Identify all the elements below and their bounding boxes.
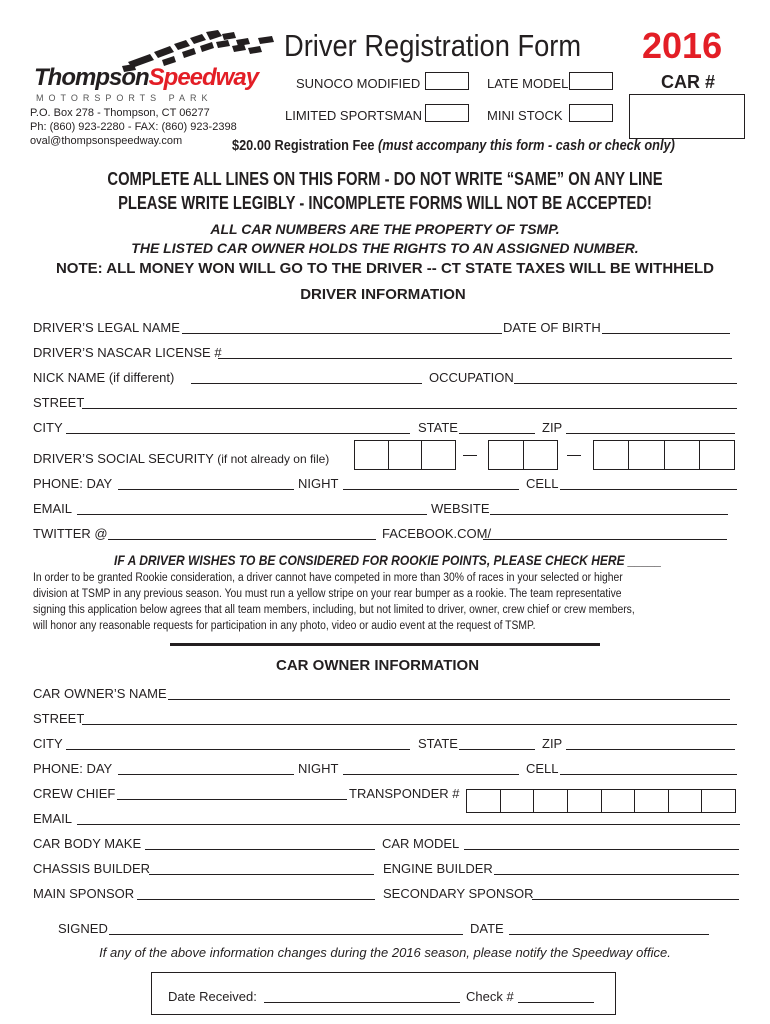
- driver-state-field[interactable]: [459, 433, 535, 434]
- driver-street-field[interactable]: [82, 408, 737, 409]
- driver-nickname-field[interactable]: [191, 383, 422, 384]
- owner-state-label: STATE: [418, 736, 458, 751]
- driver-occupation-label: OCCUPATION: [429, 370, 514, 385]
- phone-fax: Ph: (860) 923-2280 - FAX: (860) 923-2398: [30, 121, 237, 133]
- owner-phone-day-field[interactable]: [118, 774, 294, 775]
- driver-website-field[interactable]: [490, 514, 728, 515]
- driver-ssn-serial-field[interactable]: [593, 440, 735, 470]
- rookie-text-line-4: will honor any reasonable requests for participation in any photo, video or audio event at the request of TSMP.: [33, 620, 536, 632]
- driver-zip-label: ZIP: [542, 420, 563, 435]
- class-mini-stock-label: MINI STOCK: [487, 108, 563, 123]
- check-number-field[interactable]: [518, 1002, 594, 1003]
- notice-car-owner-rights: THE LISTED CAR OWNER HOLDS THE RIGHTS TO AN ASSIGNED NUMBER.: [131, 240, 639, 256]
- form-year: 2016: [642, 25, 723, 66]
- owner-main-sponsor-field[interactable]: [137, 899, 375, 900]
- driver-phone-day-label: PHONE: DAY: [33, 476, 113, 491]
- class-sunoco-modified-checkbox[interactable]: [425, 72, 469, 90]
- owner-transponder-field[interactable]: [466, 789, 736, 813]
- owner-body-make-label: CAR BODY MAKE: [33, 836, 142, 851]
- driver-email-label: EMAIL: [33, 501, 73, 516]
- driver-ssn-text: DRIVER’S SOCIAL SECURITY: [33, 451, 214, 466]
- owner-main-sponsor-label: MAIN SPONSOR: [33, 886, 135, 901]
- class-late-model-label: LATE MODEL: [487, 76, 569, 91]
- owner-crew-chief-field[interactable]: [117, 799, 347, 800]
- driver-zip-field[interactable]: [566, 433, 735, 434]
- owner-car-model-label: CAR MODEL: [382, 836, 460, 851]
- class-late-model-checkbox[interactable]: [569, 72, 613, 90]
- signature-date-label: DATE: [470, 921, 504, 936]
- owner-city-field[interactable]: [66, 749, 410, 750]
- signed-label: SIGNED: [58, 921, 108, 936]
- ssn-dash-icon: [567, 455, 581, 456]
- class-mini-stock-checkbox[interactable]: [569, 104, 613, 122]
- rookie-text-line-2: division at TSMP in any previous season. You must run a yellow stripe on your rear bumper as a rookie. The team representative: [33, 588, 622, 600]
- car-number-box[interactable]: [629, 94, 745, 139]
- logo-subtitle: MOTORSPORTS PARK: [36, 93, 213, 103]
- owner-engine-label: ENGINE BUILDER: [383, 861, 493, 876]
- class-limited-sportsman-label: LIMITED SPORTSMAN: [285, 108, 423, 123]
- driver-legal-name-field[interactable]: [182, 333, 502, 334]
- driver-phone-day-field[interactable]: [118, 489, 294, 490]
- driver-email-field[interactable]: [77, 514, 427, 515]
- driver-nickname-label: NICK NAME (if different): [33, 370, 175, 385]
- class-limited-sportsman-checkbox[interactable]: [425, 104, 469, 122]
- driver-cell-field[interactable]: [560, 489, 737, 490]
- date-received-label: Date Received:: [168, 989, 257, 1004]
- driver-facebook-field[interactable]: [483, 539, 727, 540]
- driver-ssn-note: (if not already on file): [217, 452, 330, 466]
- notice-write-legibly: PLEASE WRITE LEGIBLY - INCOMPLETE FORMS WILL NOT BE ACCEPTED!: [118, 193, 652, 213]
- owner-night-field[interactable]: [343, 774, 519, 775]
- driver-city-label: CITY: [33, 420, 63, 435]
- notice-money-won: NOTE: ALL MONEY WON WILL GO TO THE DRIVER -- CT STATE TAXES WILL BE WITHHELD: [55, 260, 715, 277]
- logo-name-part-1: Thompson: [34, 64, 149, 91]
- driver-ssn-group-field[interactable]: [488, 440, 558, 470]
- owner-chassis-label: CHASSIS BUILDER: [33, 861, 151, 876]
- driver-ssn-label: [33, 452, 329, 465]
- date-received-field[interactable]: [264, 1002, 460, 1003]
- owner-engine-field[interactable]: [494, 874, 739, 875]
- owner-state-field[interactable]: [459, 749, 535, 750]
- owner-street-label: STREET: [33, 711, 85, 726]
- driver-website-label: WEBSITE: [431, 501, 490, 516]
- ssn-dash-icon: [463, 455, 477, 456]
- owner-email-field[interactable]: [77, 824, 740, 825]
- owner-info-heading: CAR OWNER INFORMATION: [276, 657, 480, 674]
- notice-car-numbers: ALL CAR NUMBERS ARE THE PROPERTY OF TSMP.: [210, 221, 560, 237]
- signature-date-field[interactable]: [509, 934, 709, 935]
- notice-complete-lines: COMPLETE ALL LINES ON THIS FORM - DO NOT WRITE “SAME” ON ANY LINE: [107, 169, 663, 189]
- owner-zip-label: ZIP: [542, 736, 563, 751]
- owner-night-label: NIGHT: [298, 761, 339, 776]
- driver-street-label: STREET: [33, 395, 85, 410]
- owner-secondary-sponsor-field[interactable]: [532, 899, 739, 900]
- owner-car-model-field[interactable]: [464, 849, 739, 850]
- owner-city-label: CITY: [33, 736, 63, 751]
- owner-cell-label: CELL: [526, 761, 559, 776]
- fee-note: (must accompany this form - cash or check only): [377, 137, 675, 154]
- contact-email: oval@thompsonspeedway.com: [30, 135, 183, 147]
- signature-field[interactable]: [109, 934, 463, 935]
- owner-street-field[interactable]: [82, 724, 737, 725]
- rookie-text-line-3: signing this application below agrees that all team members, including, but not limited to driver, owner, crew chief or crew members,: [33, 604, 635, 616]
- driver-info-heading: DRIVER INFORMATION: [300, 286, 466, 303]
- logo-wordmark: [34, 66, 258, 90]
- driver-occupation-field[interactable]: [514, 383, 737, 384]
- rookie-points-heading: IF A DRIVER WISHES TO BE CONSIDERED FOR ROOKIE POINTS, PLEASE CHECK HERE _____: [114, 552, 662, 568]
- driver-ssn-area-field[interactable]: [354, 440, 456, 470]
- driver-twitter-field[interactable]: [108, 539, 376, 540]
- owner-crew-chief-label: CREW CHIEF: [33, 786, 116, 801]
- registration-fee: [232, 138, 675, 153]
- driver-twitter-label: TWITTER @: [33, 526, 108, 541]
- driver-nascar-field[interactable]: [218, 358, 732, 359]
- page-title: Driver Registration Form: [284, 28, 582, 63]
- driver-state-label: STATE: [418, 420, 458, 435]
- check-number-label: Check #: [466, 989, 514, 1004]
- logo-name-part-2: Speedway: [148, 64, 259, 91]
- owner-phone-day-label: PHONE: DAY: [33, 761, 113, 776]
- rookie-text-line-1: In order to be granted Rookie consideration, a driver cannot have competed in more than 30% of races in your selected or higher: [33, 572, 623, 584]
- driver-night-field[interactable]: [343, 489, 519, 490]
- office-use-box: [151, 972, 616, 1015]
- car-number-label: CAR #: [661, 72, 716, 92]
- class-sunoco-modified-label: SUNOCO MODIFIED: [296, 76, 421, 91]
- owner-cell-field[interactable]: [560, 774, 737, 775]
- section-divider: [170, 643, 600, 646]
- address: P.O. Box 278 - Thompson, CT 06277: [30, 107, 210, 119]
- change-notice: If any of the above information changes during the 2016 season, please notify the Speedway office.: [99, 945, 671, 960]
- driver-nascar-label: DRIVER’S NASCAR LICENSE #: [33, 345, 222, 360]
- driver-dob-label: DATE OF BIRTH: [503, 320, 601, 335]
- owner-secondary-sponsor-label: SECONDARY SPONSOR: [383, 886, 534, 901]
- owner-body-make-field[interactable]: [145, 849, 375, 850]
- driver-dob-field[interactable]: [602, 333, 730, 334]
- driver-night-label: NIGHT: [298, 476, 339, 491]
- owner-email-label: EMAIL: [33, 811, 73, 826]
- owner-chassis-field[interactable]: [149, 874, 374, 875]
- owner-name-field[interactable]: [168, 699, 730, 700]
- driver-city-field[interactable]: [66, 433, 410, 434]
- driver-facebook-label: FACEBOOK.COM/: [382, 526, 492, 541]
- owner-transponder-label: TRANSPONDER #: [349, 786, 460, 801]
- driver-cell-label: CELL: [526, 476, 559, 491]
- owner-name-label: CAR OWNER’S NAME: [33, 686, 167, 701]
- owner-zip-field[interactable]: [566, 749, 735, 750]
- driver-legal-name-label: DRIVER’S LEGAL NAME: [33, 320, 180, 335]
- fee-amount: $20.00 Registration Fee: [232, 137, 375, 154]
